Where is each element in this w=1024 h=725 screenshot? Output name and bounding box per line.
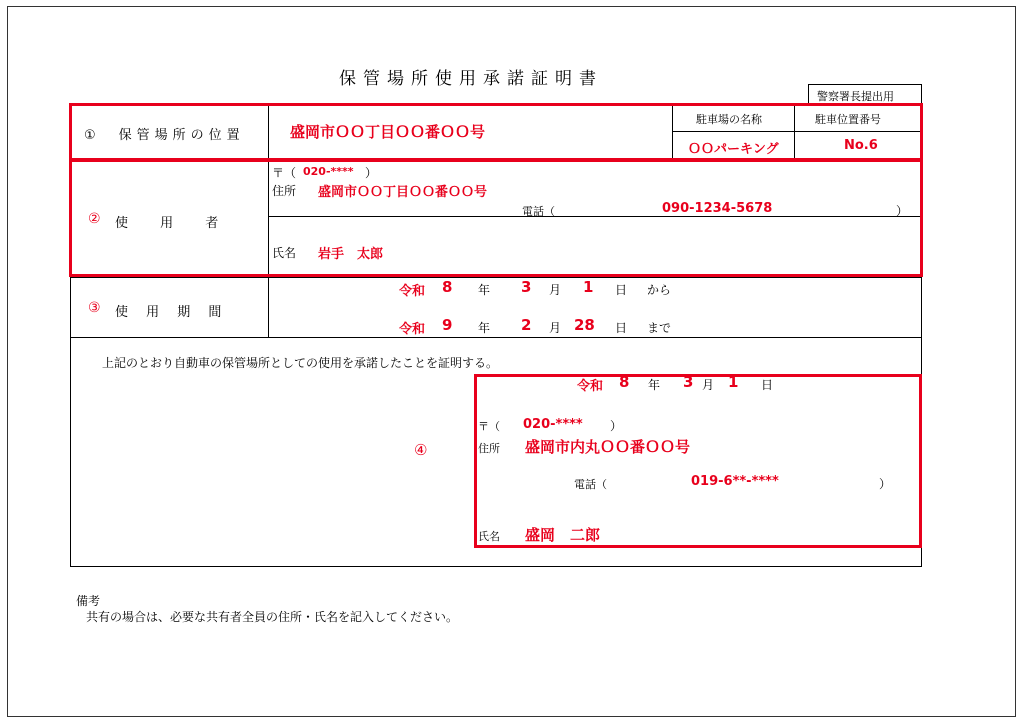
from-year-unit: 年 xyxy=(478,283,491,297)
parking-number-header: 駐車位置番号 xyxy=(815,113,881,126)
submit-box-left xyxy=(808,84,809,104)
remarks-heading: 備考 xyxy=(76,594,101,608)
owner-name-label: 氏名 xyxy=(478,530,500,543)
owner-postal-suffix: ） xyxy=(610,419,623,433)
to-year: 9 xyxy=(442,316,453,334)
from-day-unit: 日 xyxy=(615,283,628,297)
from-month: 3 xyxy=(521,278,532,296)
approval-era: 令和 xyxy=(577,379,604,394)
from-year: 8 xyxy=(442,278,453,296)
parking-number-value: No.6 xyxy=(844,138,878,153)
section3-label: 使 用 期 間 xyxy=(115,305,222,320)
to-era: 令和 xyxy=(399,322,426,337)
row2-bottom-line xyxy=(70,277,922,278)
section2-number: ② xyxy=(88,211,101,227)
approval-year: 8 xyxy=(619,373,630,391)
user-phone-label: 電話（ xyxy=(522,205,555,218)
submit-box-top xyxy=(808,84,921,85)
owner-phone-close: ） xyxy=(879,477,892,491)
section2-label: 使 用 者 xyxy=(115,216,219,231)
table-bottom-line xyxy=(70,566,922,567)
user-postal-suffix: ） xyxy=(365,166,378,180)
to-day-unit: 日 xyxy=(615,321,628,335)
highlight-section4 xyxy=(474,374,922,548)
from-era: 令和 xyxy=(399,284,426,299)
section4-number: ④ xyxy=(414,441,428,459)
to-year-unit: 年 xyxy=(478,321,491,335)
remarks-text: 共有の場合は、必要な共有者全員の住所・氏名を記入してください。 xyxy=(86,610,459,624)
approval-statement: 上記のとおり自動車の保管場所としての使用を承諾したことを証明する。 xyxy=(102,356,499,370)
approval-month-unit: 月 xyxy=(702,378,715,392)
owner-postal-value: 020-**** xyxy=(523,417,583,432)
user-phone-value: 090-1234-5678 xyxy=(662,201,773,216)
approval-day-unit: 日 xyxy=(761,378,774,392)
user-address-value: 盛岡市ＯＯ丁目ＯＯ番ＯＯ号 xyxy=(318,185,488,200)
document-title: 保管場所使用承諾証明書 xyxy=(339,69,603,89)
user-postal-prefix: 〒（ xyxy=(272,166,297,180)
section1-label: ① 保管場所の位置 xyxy=(84,128,245,143)
owner-phone-value: 019-6**-**** xyxy=(691,474,779,489)
owner-phone-label: 電話（ xyxy=(574,478,607,491)
user-name-value: 岩手 太郎 xyxy=(318,247,384,262)
approval-day: 1 xyxy=(728,373,739,391)
user-address-label: 住所 xyxy=(272,184,297,198)
user-name-label: 氏名 xyxy=(272,246,297,260)
section3-number: ③ xyxy=(88,300,101,316)
parking-name-value: ＯＯパーキング xyxy=(688,142,779,157)
user-postal-value: 020-**** xyxy=(303,165,354,178)
to-month: 2 xyxy=(521,316,532,334)
owner-address-label: 住所 xyxy=(478,442,500,455)
from-day: 1 xyxy=(583,278,594,296)
owner-postal-prefix: 〒（ xyxy=(478,420,500,433)
to-day: 28 xyxy=(574,316,595,334)
highlight-section1 xyxy=(69,103,923,161)
from-month-unit: 月 xyxy=(549,283,562,297)
approval-year-unit: 年 xyxy=(648,378,661,392)
approval-month: 3 xyxy=(683,373,694,391)
owner-address-value: 盛岡市内丸ＯＯ番ＯＯ号 xyxy=(525,438,691,456)
parking-name-header: 駐車場の名称 xyxy=(696,113,762,126)
to-month-unit: 月 xyxy=(549,321,562,335)
submit-to-label: 警察署長提出用 xyxy=(817,90,894,103)
submit-box-right xyxy=(921,84,922,104)
location-value: 盛岡市ＯＯ丁目ＯＯ番ＯＯ号 xyxy=(290,123,486,141)
from-suffix: から xyxy=(647,283,672,297)
highlight-section2 xyxy=(69,159,923,277)
to-suffix: まで xyxy=(647,321,672,335)
user-phone-close: ） xyxy=(896,204,909,218)
owner-name-value: 盛岡 二郎 xyxy=(525,526,601,544)
row3-bottom-line xyxy=(70,337,922,338)
